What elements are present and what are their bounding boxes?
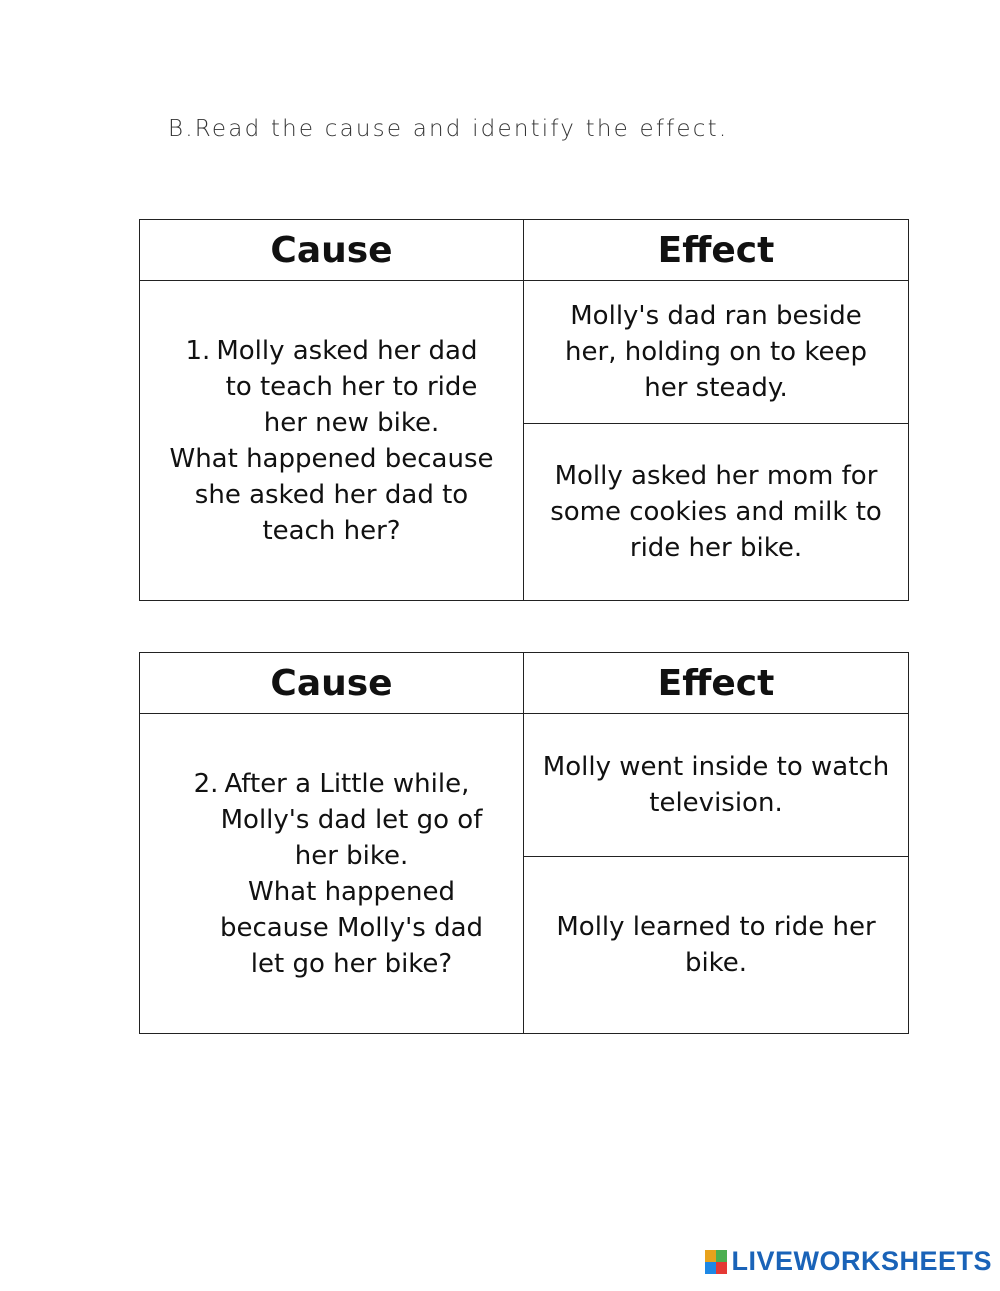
question-line: she asked her dad to (194, 479, 469, 510)
logo-square (716, 1250, 727, 1262)
cause-number: 2. (193, 768, 219, 799)
cause-line: her new bike. (263, 407, 440, 438)
cause-line: Molly's dad let go of (220, 804, 483, 835)
cause-effect-table-2 (139, 652, 909, 1034)
cause-first-line (194, 766, 470, 802)
cause-cell (140, 281, 524, 600)
question-line: teach her? (262, 515, 401, 546)
cause-header: Cause (140, 220, 524, 281)
cause-number: 1. (185, 335, 211, 366)
liveworksheets-brand (705, 1246, 992, 1277)
question-line: What happened (248, 876, 455, 907)
cause-header: Cause (140, 653, 524, 714)
effect-option-1[interactable]: Molly's dad ran beside her, holding on to keep her steady. (524, 281, 908, 424)
effect-option-2[interactable]: Molly learned to ride her bike. (556, 912, 876, 978)
question-line: let go her bike? (250, 948, 453, 979)
cause-line: After a Little while, (224, 768, 470, 799)
effect-option-1[interactable]: Molly went inside to watch television. (524, 714, 908, 857)
logo-square (705, 1262, 716, 1274)
cause-line: Molly asked her dad (216, 335, 478, 366)
effect-header: Effect (524, 220, 908, 281)
effect-option-2[interactable]: Molly asked her mom for some cookies and milk to ride her bike. (550, 461, 882, 563)
instruction-text: B.Read the cause and identify the effect. (168, 116, 729, 142)
logo-square (705, 1250, 716, 1262)
question-line: What happened because (169, 443, 494, 474)
cause-first-line (186, 333, 478, 369)
cause-cell (140, 714, 524, 1033)
effect-header: Effect (524, 653, 908, 714)
liveworksheets-logo-icon (705, 1250, 727, 1274)
logo-square (716, 1262, 727, 1274)
brand-text: LIVEWORKSHEETS (731, 1246, 992, 1276)
cause-line: to teach her to ride (225, 371, 478, 402)
question-line: because Molly's dad (219, 912, 484, 943)
cause-line: her bike. (294, 840, 409, 871)
cause-effect-table-1 (139, 219, 909, 601)
